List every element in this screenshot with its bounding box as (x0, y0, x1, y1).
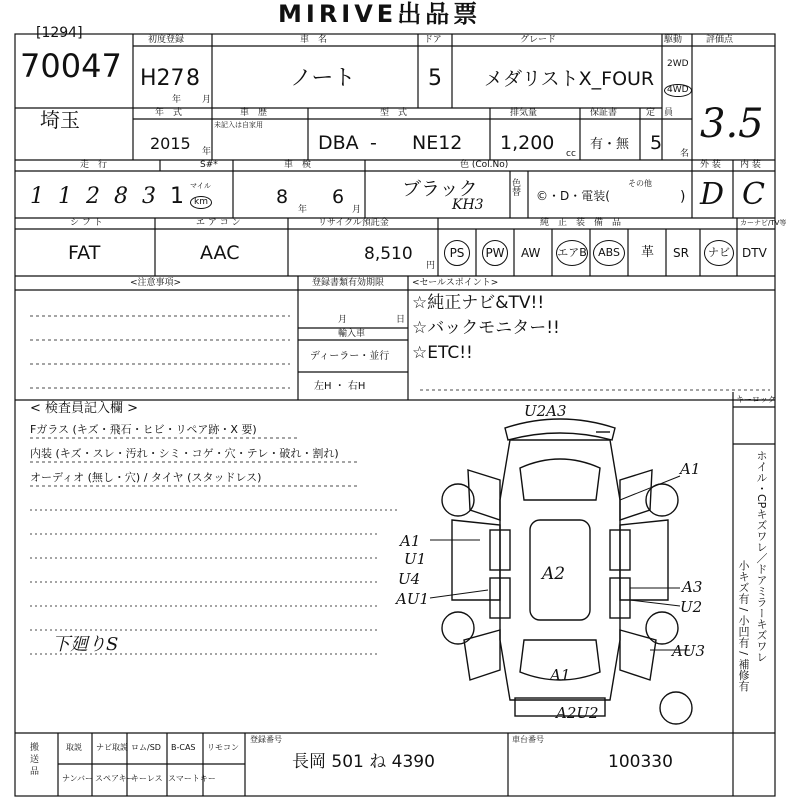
equip-sunroof: SR (673, 246, 689, 260)
navi-manual-label: ナビ取説 (96, 743, 128, 752)
import-label: 輸入車 (338, 329, 366, 339)
bcas-label: B-CAS (171, 743, 196, 752)
equip-pw: PW (482, 240, 508, 266)
damage-mark-left-1: A1 (400, 532, 421, 550)
equip-abs: ABS (593, 240, 625, 266)
chassis-label: 車台番号 (512, 735, 544, 744)
month-unit: 月 (202, 95, 212, 105)
equip-airbag: エアB (556, 240, 588, 266)
shift-label: シ フ ト (70, 218, 103, 228)
inspection-year: 8 (276, 186, 289, 208)
drive-option-4wd: 4WD (664, 84, 692, 97)
drive-label: 駆動 (664, 35, 683, 45)
spare-key-label: スペアキー (95, 774, 135, 783)
sales-point-2: ☆バックモニター!! (412, 318, 560, 338)
ext-label: 外 装 (700, 160, 721, 170)
sales-point-3: ☆ETC!! (412, 343, 473, 363)
meter-label: S#* (200, 160, 218, 170)
first-reg-label: 初度登録 (148, 35, 185, 45)
shift-value: FAT (68, 242, 101, 264)
mileage-digit-2: 1 (58, 184, 72, 209)
damage-mark-left-4: AU1 (396, 590, 430, 608)
side-legend: ホイル・CPキズワレ／ドアミラーキズワレ (755, 450, 768, 663)
capacity-value: 5 (650, 132, 663, 154)
inspection-month-unit: 月 (352, 205, 362, 215)
option-label: カーナビ/TV等 (740, 219, 787, 227)
sheet-title: MIRIVE出品票 (278, 0, 482, 28)
mileage-digit-5: 3 (142, 184, 156, 209)
damage-mark-right-2: U2 (680, 598, 703, 616)
score-label: 評価点 (706, 35, 734, 45)
color-code: KH3 (452, 197, 484, 213)
mileage-digit-6: 1 (170, 184, 184, 209)
damage-mark-top: U2A3 (524, 402, 567, 420)
inspection-line-glass: Fガラス (キズ・飛石・ヒビ・リペア跡・X 要) (30, 423, 257, 436)
doc-expiry-label: 登録書類有効期限 (312, 278, 385, 288)
car-name: ノート (290, 66, 356, 91)
side-legend-2: 小キズ有 / 小凹有 / 補修有 (737, 560, 750, 692)
lot-tag: [1294] (36, 25, 83, 41)
exterior-grade: D (700, 177, 725, 212)
equip-aw: AW (521, 246, 541, 260)
paint-options: ©・D・電装( (536, 189, 610, 203)
steering-label: 左H ・ 右H (314, 381, 366, 392)
mileage-unit-km: km (190, 196, 212, 209)
doors-label: ドア (424, 35, 442, 45)
inspection-line-audio: オーディオ (無し・穴) / タイヤ (スタッドレス) (30, 471, 262, 484)
int-label: 内 装 (740, 160, 761, 170)
lot-number: 70047 (20, 47, 122, 85)
equip-leather: 革 (641, 245, 655, 260)
plate-number: 長岡 501 ね 4390 (292, 752, 435, 772)
model-prefix: DBA (318, 132, 359, 154)
capacity-unit: 名 (680, 149, 690, 159)
keyless-label: キーレス (131, 774, 163, 783)
damage-mark-left-3: U4 (398, 570, 421, 588)
damage-mark-right-3: AU3 (672, 642, 706, 660)
warranty-label: 保証書 (590, 108, 618, 118)
year-value: 2015 (150, 134, 191, 153)
color-value: ブラック (402, 178, 478, 200)
inspection-label: < 検査員記入欄 > (30, 401, 139, 416)
year-label: 年 式 (155, 108, 183, 118)
first-reg-month: 8 (186, 66, 200, 91)
paint-other-label: その他 (628, 179, 652, 188)
delivery-label: 搬送品 (30, 743, 40, 777)
recycle-fee: 8,510 (364, 244, 413, 264)
inspection-label: 車 検 (284, 160, 312, 170)
recycle-unit: 円 (426, 261, 436, 271)
first-reg-year: H27 (140, 66, 185, 91)
car-name-label: 車 名 (300, 35, 328, 45)
inspection-year-unit: 年 (298, 205, 308, 215)
recycle-label: リサイクル預託金 (318, 218, 389, 228)
mileage-digit-4: 8 (114, 184, 128, 209)
equip-dtv: DTV (742, 246, 767, 260)
damage-mark-rear: A1 (550, 666, 571, 684)
mileage-label: 走 行 (80, 160, 108, 170)
model-label: 型 式 (380, 108, 408, 118)
drive-option-2wd: 2WD (667, 59, 689, 69)
remote-label: リモコン (207, 743, 239, 752)
mileage-unit-miles: マイル (190, 182, 211, 190)
doc-day-unit: 日 (396, 315, 406, 325)
damage-mark-right-1: A3 (682, 578, 703, 596)
sales-point-1: ☆純正ナビ&TV!! (412, 293, 545, 313)
rom-sd-label: ロム/SD (131, 743, 161, 752)
doors-value: 5 (428, 66, 442, 91)
region: 埼玉 (40, 108, 80, 132)
inspection-month: 6 (332, 186, 345, 208)
grade-value: メダリストX_FOUR (484, 68, 655, 90)
handwritten-note: 下廻りS (52, 634, 119, 655)
key-lock-label: キーロック (736, 395, 776, 404)
damage-mark-roof: A2 (542, 564, 566, 584)
year-suffix: 年 (202, 147, 212, 157)
manual-label: 取説 (66, 743, 82, 752)
equip-navi: ナビ (704, 240, 734, 266)
model-dash: - (370, 132, 377, 154)
damage-mark-bumper: A2U2 (556, 704, 599, 722)
equipment-label: 純 正 装 備 品 (540, 218, 622, 228)
mileage-digit-3: 2 (86, 184, 100, 209)
year-unit: 年 (172, 95, 182, 105)
score-value: 3.5 (700, 101, 764, 147)
plate-label: 登録番号 (250, 735, 282, 744)
doc-month-unit: 月 (338, 315, 348, 325)
chassis-number: 100330 (608, 752, 673, 772)
aircon-value: AAC (200, 242, 240, 264)
inspection-line-interior: 内装 (キズ・スレ・汚れ・シミ・コゲ・穴・テレ・破れ・割れ) (30, 447, 339, 460)
aircon-label: エ ア コ ン (196, 218, 241, 228)
smart-key-label: スマートキー (168, 774, 216, 783)
number-label: ナンバー (62, 774, 94, 783)
displacement-value: 1,200 (500, 132, 555, 154)
equip-ps: PS (444, 240, 470, 266)
history-note: 未記入は自家用 (214, 121, 263, 129)
model-code: NE12 (412, 132, 463, 154)
grade-label: グレード (520, 35, 557, 45)
capacity-label: 定 員 (646, 108, 674, 118)
paint-close-paren: ) (680, 189, 686, 205)
warranty-value: 有・無 (590, 137, 630, 152)
damage-mark-left-2: U1 (404, 550, 427, 568)
interior-grade: C (742, 177, 765, 212)
color-change-label: 色替 (512, 179, 522, 198)
history-label: 車 歴 (240, 108, 268, 118)
dealer-label: ディーラー・並行 (310, 351, 390, 362)
color-label: 色 (Col.No) (460, 160, 509, 170)
caution-label: <注意事項> (130, 278, 182, 288)
mileage-digit-1: 1 (30, 184, 44, 209)
displacement-unit: cc (566, 149, 576, 159)
displacement-label: 排気量 (510, 108, 538, 118)
damage-mark-right-front: A1 (680, 460, 701, 478)
sales-point-label: <セールスポイント> (412, 278, 499, 288)
